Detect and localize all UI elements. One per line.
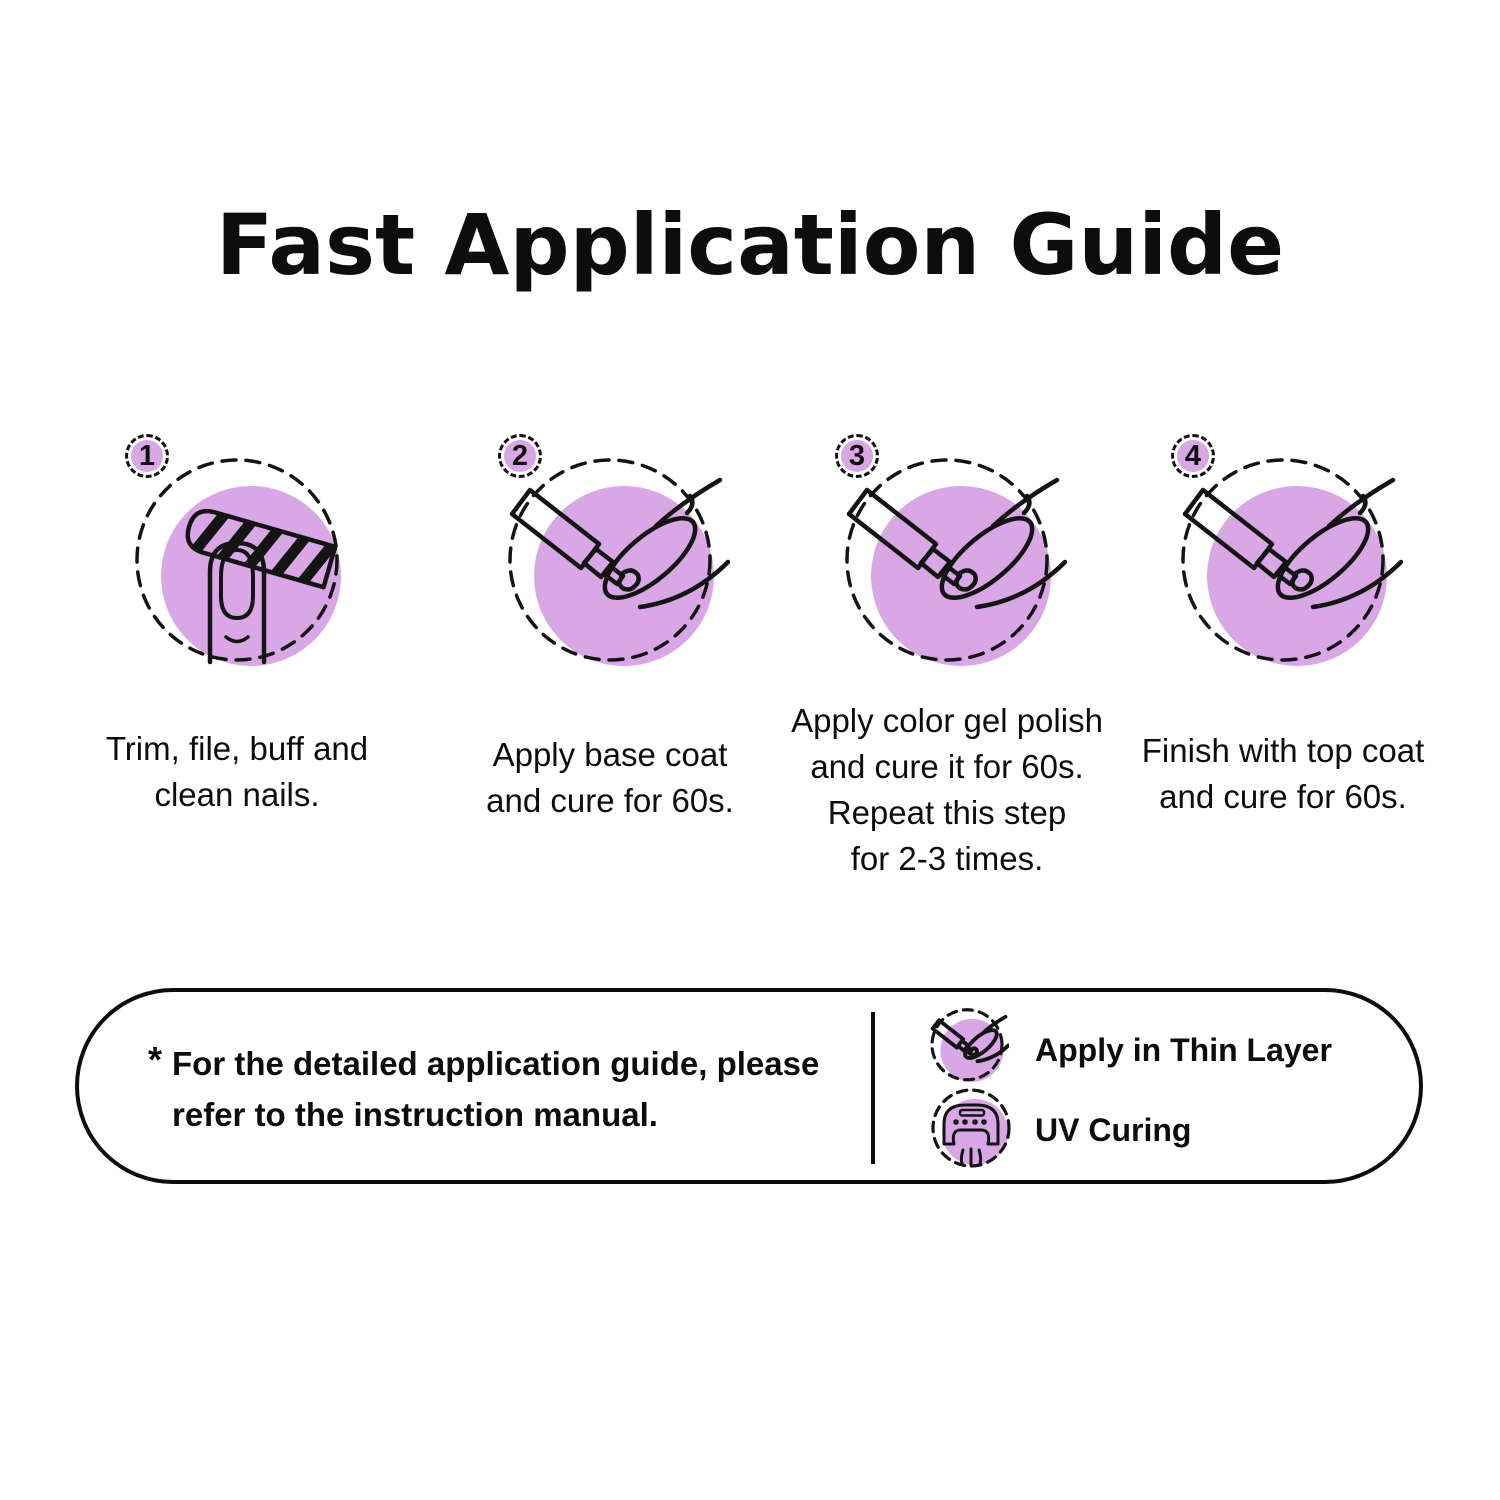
caption-line: and cure for 60s. (1159, 778, 1407, 815)
caption-line: clean nails. (154, 776, 320, 813)
step-caption (1083, 728, 1483, 820)
caption-line: Apply base coat (492, 736, 728, 773)
vertical-divider (871, 1012, 875, 1164)
footnote-line: For the detailed application guide, please (172, 1045, 820, 1082)
step-caption (37, 726, 437, 818)
step-4 (1083, 410, 1483, 1020)
step-number: 4 (1184, 439, 1202, 472)
caption-line: Finish with top coat (1141, 732, 1425, 769)
step-number: 1 (138, 439, 156, 472)
asterisk-marker: * (148, 1039, 163, 1080)
uv-curing-label: UV Curing (1035, 1112, 1192, 1148)
step-number: 2 (511, 439, 529, 472)
step-1 (37, 410, 437, 1020)
caption-line: for 2-3 times. (850, 840, 1044, 877)
step-number: 3 (848, 439, 866, 472)
footnote-line: refer to the instruction manual. (172, 1096, 658, 1133)
step-number-badge (1171, 434, 1215, 478)
caption-line: Trim, file, buff and (105, 730, 369, 767)
caption-line: and cure for 60s. (486, 782, 734, 819)
step-number-badge (498, 434, 542, 478)
caption-line: Repeat this step (827, 794, 1067, 831)
apply-thin-layer-icon (925, 992, 1009, 1087)
footnote-text (148, 1038, 819, 1140)
page-title: Fast Application Guide (215, 196, 1285, 294)
step-number-badge (125, 434, 169, 478)
apply-thin-layer-label: Apply in Thin Layer (1035, 1032, 1332, 1068)
caption-line: Apply color gel polish (791, 702, 1103, 739)
footnote-lines (172, 1038, 819, 1140)
step-number-badge (835, 434, 879, 478)
uv-lamp-icon (927, 1086, 1017, 1176)
caption-line: and cure it for 60s. (810, 748, 1084, 785)
